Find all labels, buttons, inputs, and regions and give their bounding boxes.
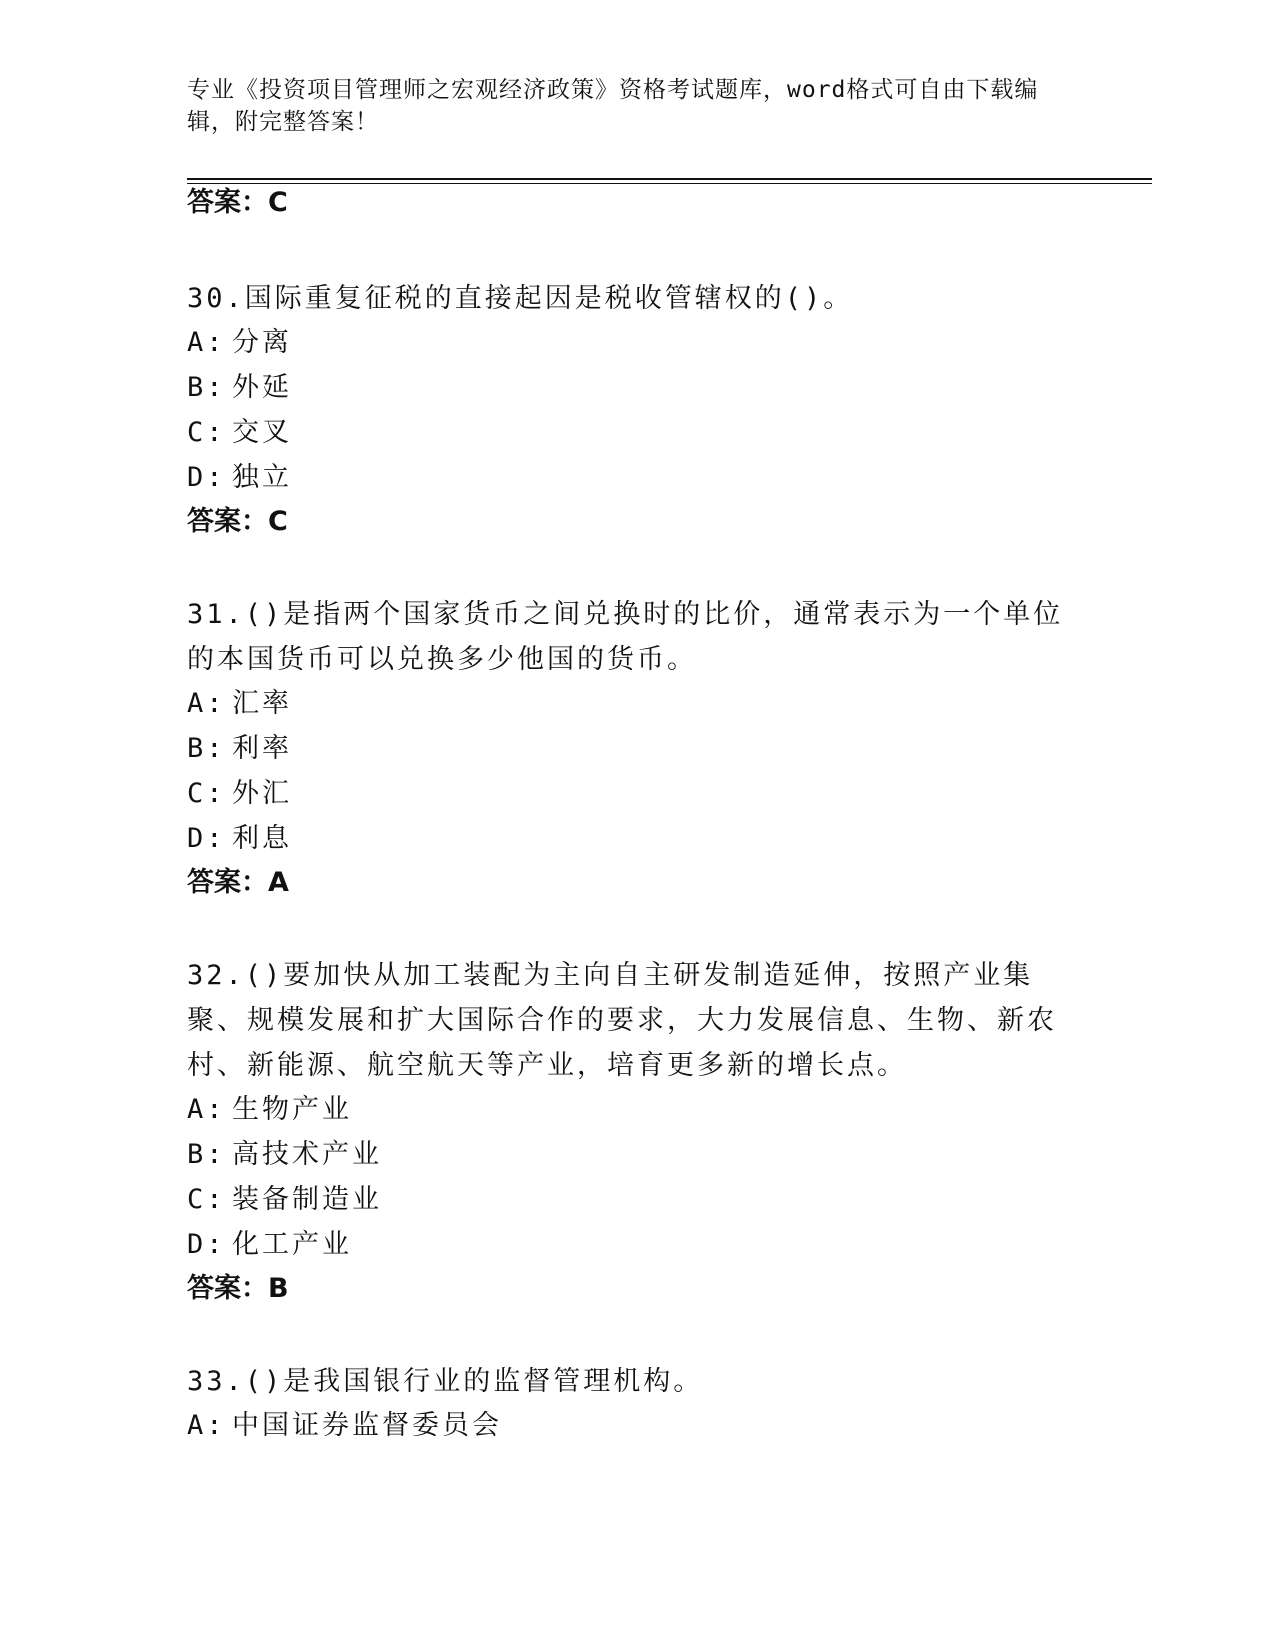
question-31-stem: 31.()是指两个国家货币之间兑换时的比价，通常表示为一个单位的本国货币可以兑换多少他国的货币。	[187, 599, 1064, 675]
option-label: B:	[187, 1139, 226, 1170]
option-label: D:	[187, 823, 226, 854]
question-32-stem: 32.()要加快从加工装配为主向自主研发制造延伸，按照产业集聚、规模发展和扩大国际合作的要求，大力发展信息、生物、新农村、新能源、航空航天等产业，培育更多新的增长点。	[187, 960, 1057, 1081]
question-31-option-a	[187, 687, 292, 721]
option-label: C:	[187, 1184, 226, 1215]
option-label: A:	[187, 1094, 226, 1125]
question-32-option-b	[187, 1138, 382, 1172]
question-30-option-a	[187, 326, 292, 360]
option-label: D:	[187, 1229, 226, 1260]
page-header: 专业《投资项目管理师之宏观经济政策》资格考试题库，word格式可自由下载编辑，附完整答案！	[187, 77, 1039, 135]
answer-prev: 答案：C	[187, 187, 288, 218]
question-32-option-a	[187, 1093, 352, 1127]
question-30-answer: 答案：C	[187, 506, 288, 537]
option-label: D:	[187, 462, 226, 493]
option-text: 汇率	[232, 688, 292, 719]
option-text: 利息	[232, 823, 292, 854]
question-32-answer: 答案：B	[187, 1273, 289, 1304]
question-31-option-d	[187, 822, 292, 856]
option-label: B:	[187, 372, 226, 403]
question-31-option-c	[187, 777, 292, 811]
option-text: 装备制造业	[232, 1184, 382, 1215]
option-text: 利率	[232, 733, 292, 764]
option-text: 分离	[232, 327, 292, 358]
option-text: 交叉	[232, 417, 292, 448]
header-divider	[187, 178, 1152, 180]
header-divider-thin	[187, 183, 1152, 184]
option-label: C:	[187, 417, 226, 448]
option-label: A:	[187, 688, 226, 719]
option-text: 高技术产业	[232, 1139, 382, 1170]
question-33-stem: 33.()是我国银行业的监督管理机构。	[187, 1366, 704, 1397]
question-30-stem: 30.国际重复征税的直接起因是税收管辖权的()。	[187, 283, 854, 314]
option-text: 中国证券监督委员会	[232, 1410, 502, 1441]
question-31-answer: 答案：A	[187, 867, 289, 898]
option-label: B:	[187, 733, 226, 764]
question-33-option-a	[187, 1409, 502, 1443]
question-31-option-b	[187, 732, 292, 766]
question-30-option-b	[187, 371, 292, 405]
option-label: A:	[187, 1410, 226, 1441]
question-30-option-c	[187, 416, 292, 450]
option-text: 化工产业	[232, 1229, 352, 1260]
option-text: 生物产业	[232, 1094, 352, 1125]
option-text: 独立	[232, 462, 292, 493]
option-label: A:	[187, 327, 226, 358]
option-label: C:	[187, 778, 226, 809]
question-30-option-d	[187, 461, 292, 495]
question-32-option-c	[187, 1183, 382, 1217]
option-text: 外汇	[232, 778, 292, 809]
option-text: 外延	[232, 372, 292, 403]
question-32-option-d	[187, 1228, 352, 1262]
